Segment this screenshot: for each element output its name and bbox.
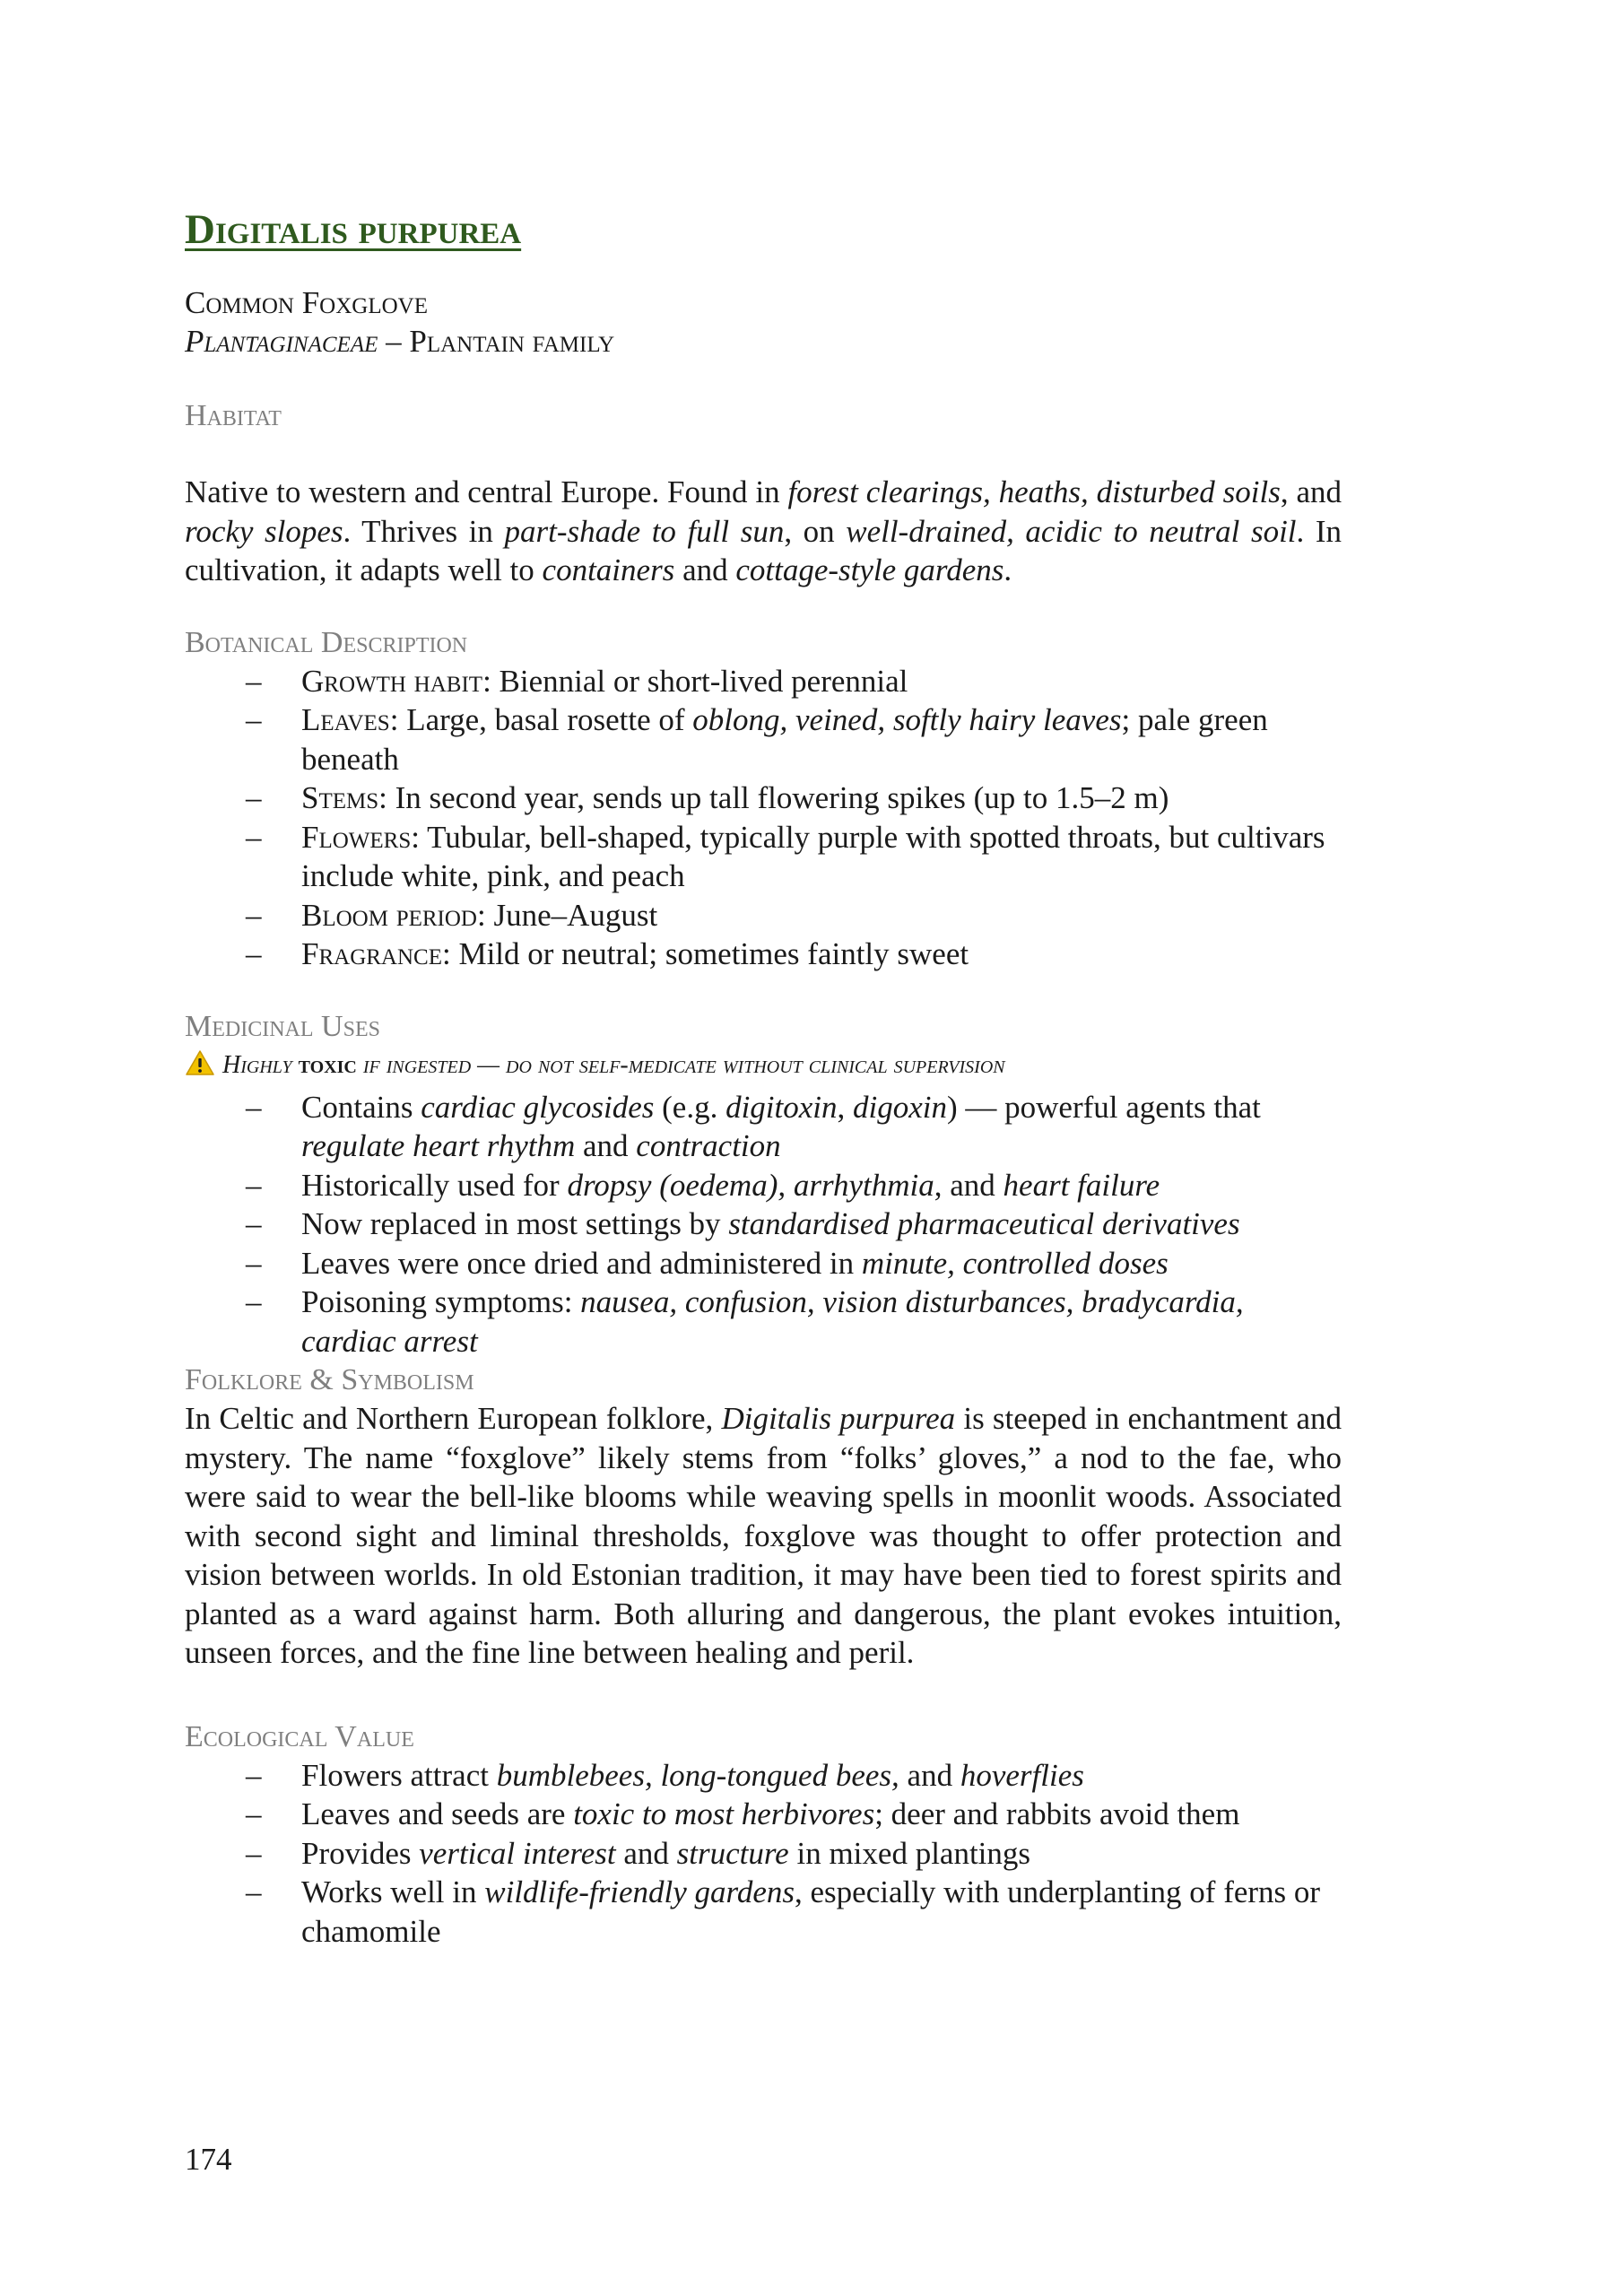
- text-segment: Works well in: [301, 1874, 485, 1910]
- text-segment: structure: [676, 1835, 789, 1871]
- list-item: [185, 1283, 1342, 1361]
- text-segment: .: [1003, 552, 1012, 588]
- medicinal-heading: Medicinal Uses: [185, 1009, 380, 1043]
- text-segment: ,: [837, 1089, 854, 1125]
- text-segment: cottage-style gardens: [735, 552, 1004, 588]
- text-segment: Flowers: [301, 819, 412, 855]
- text-segment: , especially with underplanting of ferns or chamomile: [301, 1874, 1321, 1949]
- ecological-list: [185, 1756, 1342, 1952]
- dash-bullet: –: [246, 702, 262, 738]
- dash-bullet: –: [246, 897, 262, 933]
- text-segment: vertical interest: [419, 1835, 616, 1871]
- text-segment: Contains: [301, 1089, 421, 1125]
- dash-bullet: –: [246, 1245, 262, 1281]
- text-segment: Native to western and central Europe. Found in: [185, 474, 788, 510]
- dash-bullet: –: [246, 1757, 262, 1793]
- text-segment: cardiac glycosides: [421, 1089, 655, 1125]
- text-segment: : Large, basal rosette of: [389, 702, 693, 738]
- warning-icon: [185, 1049, 215, 1088]
- entry-content: [185, 204, 1342, 1951]
- list-item: [185, 1795, 1342, 1834]
- text-segment: Historically used for: [301, 1167, 568, 1203]
- dash-bullet: –: [246, 936, 262, 972]
- text-segment: Digitalis purpurea: [721, 1401, 956, 1437]
- list-item: [185, 778, 1342, 818]
- family-separator: –: [378, 324, 410, 360]
- family-latin: Plantaginaceae: [185, 324, 378, 360]
- dash-bullet: –: [246, 780, 262, 816]
- text-segment: minute, controlled doses: [861, 1245, 1169, 1281]
- text-segment: is steeped in enchantment and mystery. The name “foxglove” likely stems from “folks’ gloves,” a nod to the fae, who were said to wear the bell-like blooms while weaving spells in moonlit woods. Associated with second sight and liminal thresholds, foxglove was thought to offer protection and vision between worlds. In old Estonian tradition, it may have been tied to forest spirits and planted as a ward against harm. Both alluring and dangerous, the plant evokes intuition, unseen forces, and the fine line between healing and peril.: [185, 1401, 1342, 1671]
- list-item: [185, 935, 1342, 974]
- medicinal-list: [185, 1088, 1342, 1361]
- botanical-heading: Botanical Description: [185, 625, 468, 659]
- plant-title: Digitalis purpurea: [185, 206, 522, 253]
- page-number: 174: [185, 2142, 232, 2177]
- text-segment: if ingested — do not self-medicate without clinical supervision: [356, 1050, 1005, 1079]
- text-segment: Now replaced in most settings by: [301, 1206, 729, 1242]
- list-item: [185, 896, 1342, 935]
- list-item: [185, 1166, 1342, 1205]
- text-segment: and: [615, 1835, 677, 1871]
- text-segment: standardised pharmaceutical derivatives: [728, 1206, 1240, 1242]
- text-segment: , and: [1280, 474, 1342, 510]
- dash-bullet: –: [246, 663, 262, 699]
- text-segment: . Thrives in: [343, 513, 505, 549]
- list-item: [185, 818, 1342, 896]
- text-segment: part-shade to full sun: [504, 513, 785, 549]
- list-item: [185, 700, 1342, 778]
- plant-family: [185, 322, 1342, 361]
- text-segment: Bloom period: [301, 897, 477, 933]
- text-segment: Provides: [301, 1835, 420, 1871]
- text-segment: heart failure: [1003, 1167, 1160, 1203]
- dash-bullet: –: [246, 1167, 262, 1203]
- dash-bullet: –: [246, 1796, 262, 1832]
- text-segment: Highly: [222, 1050, 299, 1079]
- text-segment: , on: [784, 513, 847, 549]
- text-segment: digitoxin: [725, 1089, 838, 1125]
- warning-text: [222, 1051, 1005, 1079]
- ecological-heading: Ecological Value: [185, 1719, 414, 1753]
- text-segment: ) — powerful agents that: [947, 1089, 1261, 1125]
- text-segment: , and: [934, 1167, 1003, 1203]
- text-segment: and: [575, 1128, 637, 1164]
- list-item: [185, 1244, 1342, 1283]
- text-segment: Flowers attract: [301, 1757, 497, 1793]
- dash-bullet: –: [246, 1835, 262, 1871]
- habitat-heading: Habitat: [185, 399, 282, 433]
- text-segment: oblong, veined, softly hairy leaves: [692, 702, 1122, 738]
- text-segment: . In cultivation, it adapts well to: [185, 513, 1342, 588]
- list-item: [185, 1088, 1342, 1166]
- toxicity-warning: [185, 1046, 1342, 1088]
- text-segment: in mixed plantings: [788, 1835, 1031, 1871]
- text-segment: nausea, confusion, vision disturbances, bradycardia, cardiac arrest: [301, 1284, 1244, 1359]
- text-segment: rocky slopes: [185, 513, 343, 549]
- text-segment: Leaves and seeds are: [301, 1796, 574, 1832]
- text-segment: bumblebees, long-tongued bees,: [496, 1757, 899, 1793]
- folklore-paragraph: [185, 1399, 1342, 1673]
- text-segment: digoxin: [853, 1089, 947, 1125]
- text-segment: (e.g.: [654, 1089, 726, 1125]
- text-segment: Leaves were once dried and administered in: [301, 1245, 862, 1281]
- text-segment: toxic: [298, 1050, 357, 1079]
- list-item: [185, 1205, 1342, 1244]
- common-name: Common Foxglove: [185, 285, 428, 321]
- text-segment: : June–August: [477, 897, 658, 933]
- text-segment: forest clearings, heaths, disturbed soils: [787, 474, 1281, 510]
- text-segment: regulate heart rhythm: [301, 1128, 576, 1164]
- dash-bullet: –: [246, 1089, 262, 1125]
- text-segment: dropsy (oedema), arrhythmia: [567, 1167, 934, 1203]
- text-segment: ; pale green beneath: [301, 702, 1268, 777]
- text-segment: Stems: [301, 780, 379, 816]
- dash-bullet: –: [246, 1206, 262, 1242]
- folklore-heading: Folklore & Symbolism: [185, 1363, 474, 1397]
- text-segment: containers: [542, 552, 675, 588]
- text-segment: hoverflies: [960, 1757, 1084, 1793]
- list-item: [185, 662, 1342, 701]
- text-segment: contraction: [636, 1128, 781, 1164]
- text-segment: : Mild or neutral; sometimes faintly sweet: [441, 936, 969, 972]
- list-item: [185, 1756, 1342, 1796]
- text-segment: well-drained, acidic to neutral soil: [846, 513, 1297, 549]
- text-segment: : Biennial or short-lived perennial: [482, 663, 908, 699]
- list-item: [185, 1834, 1342, 1874]
- family-common: Plantain family: [409, 324, 615, 360]
- text-segment: : In second year, sends up tall flowering spikes (up to 1.5–2 m): [378, 780, 1169, 816]
- dash-bullet: –: [246, 1874, 262, 1910]
- text-segment: : Tubular, bell-shaped, typically purple with spotted throats, but cultivars include white, pink, and peach: [301, 819, 1325, 894]
- text-segment: Leaves: [301, 702, 390, 738]
- dash-bullet: –: [246, 1284, 262, 1320]
- text-segment: In Celtic and Northern European folklore,: [185, 1401, 722, 1437]
- botanical-list: [185, 662, 1342, 974]
- text-segment: and: [899, 1757, 960, 1793]
- text-segment: toxic to most herbivores: [573, 1796, 875, 1832]
- list-item: [185, 1873, 1342, 1951]
- text-segment: Growth habit: [301, 663, 483, 699]
- text-segment: and: [674, 552, 736, 588]
- text-segment: Fragrance: [301, 936, 442, 972]
- dash-bullet: –: [246, 819, 262, 855]
- habitat-paragraph: [185, 473, 1342, 590]
- text-segment: Poisoning symptoms:: [301, 1284, 581, 1320]
- text-segment: wildlife-friendly gardens: [484, 1874, 795, 1910]
- text-segment: ; deer and rabbits avoid them: [874, 1796, 1240, 1832]
